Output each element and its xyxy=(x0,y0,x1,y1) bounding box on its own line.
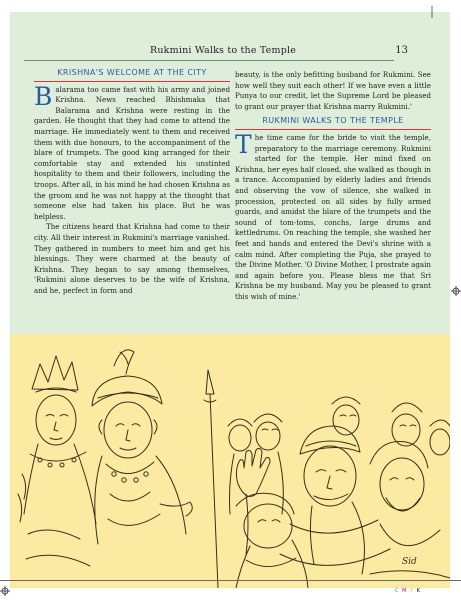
cmyk-c: C xyxy=(395,588,400,594)
cmyk-k: K xyxy=(416,588,421,594)
left-column xyxy=(34,68,230,296)
section-heading-temple: RUKMINI WALKS TO THE TEMPLE xyxy=(235,116,431,130)
paragraph-text: he time came for the bride to visit the temple, preparatory to the marriage ceremony. Rukmini started for the temple. Her mind fixed on Krishna, her eyes half closed, she walked as though in a trance. Accompanied by elderly ladies and friends and observing the vow of silence, she walked in procession, protected on all sides by fully armed guards, and amidst the blare of the trumpets and the sound of tom-toms, conchs, large drums and kettledrums. On reaching the temple, she washed her feet and hands and entered the Devi's shrine with a calm mind. After completing the Puja, she prayed to the Divine Mother. 'O Divine Mother, I prostrate again and again before you. Please bless me that Sri Krishna be my husband. May you be pleased to grant this wish of mine.' xyxy=(235,132,431,301)
spear xyxy=(204,370,218,588)
registration-mark-icon xyxy=(0,586,10,596)
page-number: 13 xyxy=(395,45,408,56)
cmyk-m: M xyxy=(402,588,408,594)
cmyk-y: Y xyxy=(410,588,415,594)
shishupala-figure xyxy=(236,493,308,588)
cmyk-color-bar xyxy=(395,588,421,594)
paragraph-temple xyxy=(235,129,431,303)
page-header xyxy=(10,40,450,58)
balarama-figure xyxy=(18,356,96,566)
paragraph-text: alarama too came fast with his army and joined Krishna. News reached Bhishmaka that Balarama and Krishna were resting in the garden. He thought that they had come to attend the marriage. He immediately went to them and received them with due honours, to the accompaniment of the blare of trumpets. The good king arranged for their comfortable stay and extended his unstinted hospitality to them and their followers, including the troops. After all, in his mind he had chosen Krishna as the groom and he was not happy at the thought that someone else had taken his place. But he was helpless. xyxy=(34,84,230,221)
header-rule xyxy=(24,60,394,61)
registration-mark-icon xyxy=(451,286,461,296)
illustration-drawing xyxy=(10,334,450,588)
paragraph-continuation: beauty, is the only befitting husband for Rukmini. See how well they suit each other! If we have even a little Punya to our credit, let the Supreme Lord be pleased to grant our prayer that Krishna marry Rukmini.' xyxy=(235,70,431,111)
prince-figure xyxy=(280,426,390,574)
artist-signature: Sid xyxy=(402,557,417,567)
illustration xyxy=(10,334,450,588)
drop-cap: T xyxy=(235,129,252,159)
page xyxy=(10,12,450,588)
krishna-figure xyxy=(92,350,192,544)
section-heading-welcome: KRISHNA'S WELCOME AT THE CITY xyxy=(34,68,230,82)
paragraph-citizens: The citizens heard that Krishna had come to their city. All their interest in Rukmini's marriage vanished. They gathered in numbers to meet him and get his blessings. They were charmed at the beauty of Krishna. They began to say among themselves, 'Rukmini alone deserves to be the wife of Krishna, and he, perfect in form and xyxy=(34,222,230,295)
drop-cap: B xyxy=(34,81,53,111)
right-column xyxy=(235,70,431,302)
running-title: Rukmini Walks to the Temple xyxy=(150,45,297,56)
registration-mark-icon xyxy=(428,6,436,18)
paragraph-balarama xyxy=(34,81,230,223)
trim-line xyxy=(0,580,461,581)
